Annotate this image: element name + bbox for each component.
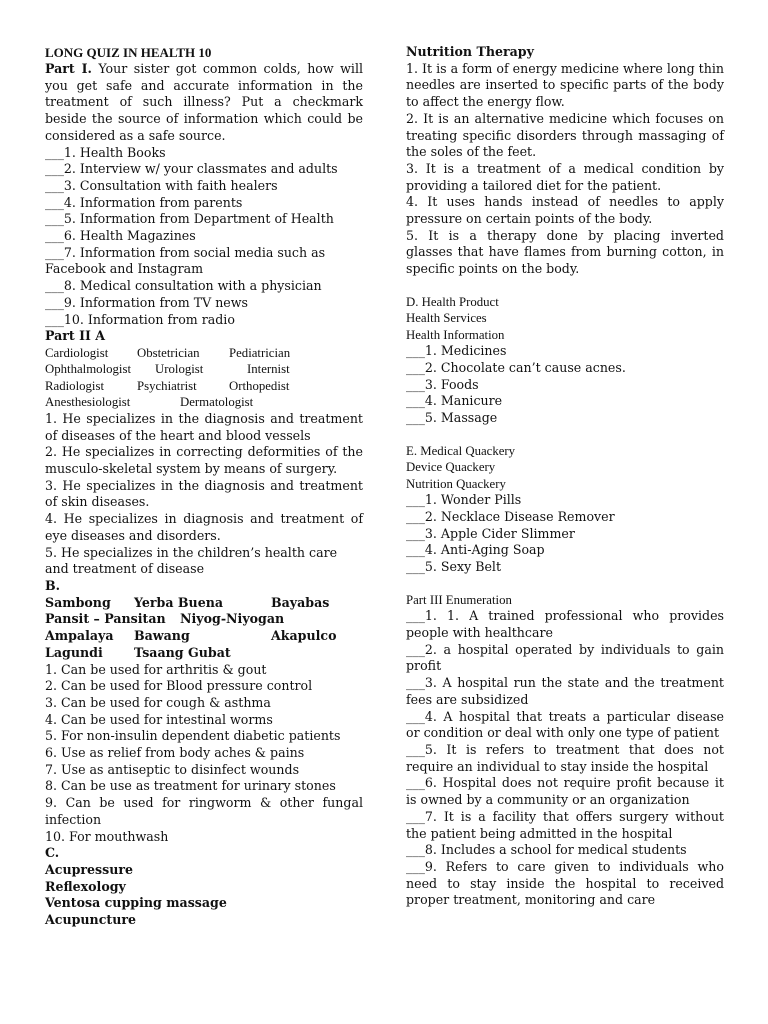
part1-label: Part I. [45,61,92,76]
specialist-choice: Ophthalmologist [45,362,132,377]
part-b-label: B. [45,577,61,593]
part-e-item: ___1. Wonder Pills [406,492,522,508]
part3-item: ___1. 1. A trained professional who provides people with healthcare [406,608,724,641]
specialists-row [45,378,363,395]
herbs-choices [45,595,363,662]
part1-item: ___10. Information from radio [45,311,235,327]
part-d-item: ___3. Foods [406,376,479,392]
part-d-choice: Health Services [406,311,487,326]
part3-item: ___2. a hospital operated by individuals to gain profit [406,641,724,674]
part1-text: Your sister got common colds, how will you get safe and accurate information in the treatment of such illness? Put a checkmark beside the source of information which could be considered as a safe source. [45,61,364,143]
part-e-choice: Nutrition Quackery [406,476,506,491]
specialist-choice: Pediatrician [229,345,291,360]
part2a-list [45,411,363,578]
specialist-choice [321,378,363,395]
specialist-choice: Anesthesiologist [45,395,131,410]
part1-instructions [45,61,363,145]
part-e-item: ___5. Sexy Belt [406,559,502,575]
part1-list [45,145,363,329]
part-e-item: ___3. Apple Cider Slimmer [406,525,575,541]
part-e-choice: E. Medical Quackery [406,443,516,458]
part-e-item: ___4. Anti-Aging Soap [406,542,545,558]
part-c-item: 5. It is a therapy done by placing inverted glasses that have flames from burning cotton, in specific points on the body. [406,227,724,277]
spacer [406,427,724,443]
part2a-item: 2. He specializes in correcting deformities of the musculo-skeletal system by means of surgery. [45,444,363,477]
part-c-choice: Ventosa cupping massage [45,895,227,911]
part2a-item: 1. He specializes in the diagnosis and treatment of diseases of the heart and blood vessels [45,410,363,443]
part-c-choice: Acupressure [45,861,134,877]
part-b-item: 4. Can be used for intestinal worms [45,711,273,727]
specialist-choice: Radiologist [45,378,105,393]
specialists-choices [45,345,363,411]
specialist-choice: Obstetrician [137,345,200,360]
part-e-choices [406,443,724,493]
spacer [406,278,724,294]
part-b-item: 3. Can be used for cough & asthma [45,694,271,710]
specialists-row [45,361,363,378]
specialist-choice: Psychiatrist [137,378,197,393]
part-c-item: 4. It uses hands instead of needles to apply pressure on certain points of the body. [406,194,724,227]
part-b-list [45,662,363,846]
part1-item: ___2. Interview w/ your classmates and adults [45,161,338,177]
herb-choice: Yerba Buena [134,594,224,610]
left-column [45,44,363,929]
part1-item: ___5. Information from Department of Health [45,211,334,227]
part-c-label: C. [45,845,60,861]
part-b-item: 9. Can be used for ringworm & other fungal infection [45,795,363,827]
part3-item: ___4. A hospital that treats a particular disease or condition or deal with only one type of patient [406,708,724,741]
part3-item: ___3. A hospital run the state and the treatment fees are subsidized [406,675,724,707]
part2a-label: Part II A [45,328,106,344]
part-b-item: 1. Can be used for arthritis & gout [45,661,267,677]
part2a-item: 4. He specializes in diagnosis and treatment of eye diseases and disorders. [45,511,363,543]
specialists-row [45,345,363,362]
part1-item: ___9. Information from TV news [45,294,249,310]
herb-choice: Pansit – Pansitan [45,611,166,627]
part1-item: ___8. Medical consultation with a physician [45,278,322,294]
part-c-choice: Acupuncture [45,912,137,928]
right-column [406,44,724,909]
part-b-item: 10. For mouthwash [45,828,169,844]
specialist-choice [321,345,363,362]
part3-item: ___5. It is refers to treatment that does not require an individual to stay inside the hospital [406,742,724,774]
part-d-choices [406,294,724,344]
part-e-item: ___2. Necklace Disease Remover [406,509,615,525]
specialists-row [45,394,363,411]
specialist-choice: Internist [247,362,290,377]
part1-item: ___6. Health Magazines [45,228,196,244]
part-e-list [406,492,724,576]
part-c-item: 3. It is a treatment of a medical condition by providing a tailored diet for the patient. [406,160,724,193]
part3-item: ___8. Includes a school for medical students [406,842,687,858]
part-b-item: 7. Use as antiseptic to disinfect wounds [45,761,300,777]
nutrition-therapy-heading: Nutrition Therapy [406,44,534,59]
quiz-title: LONG QUIZ IN HEALTH 10 [45,45,212,60]
part3-list [406,608,724,909]
part-c-list [406,61,724,278]
herb-choice: Sambong [45,594,111,610]
herb-choice: Bayabas [271,594,330,610]
specialist-choice: Urologist [155,362,204,377]
herb-choice: Bawang [134,628,190,644]
part1-item: ___4. Information from parents [45,194,243,210]
part-b-item: 8. Can be use as treatment for urinary stones [45,778,336,794]
specialist-choice [321,361,363,378]
herbs-row [45,611,363,628]
part3-item: ___9. Refers to care given to individuals who need to stay inside the hospital to received proper treatment, monitoring and care [406,858,724,908]
herb-choice: Niyog-Niyogan [180,611,285,627]
part-b-item: 5. For non-insulin dependent diabetic patients [45,728,341,744]
part-e-choice: Device Quackery [406,460,496,475]
part-c-item: 2. It is an alternative medicine which focuses on treating specific disorders through massaging of the soles of the feet. [406,110,724,160]
specialist-choice: Orthopedist [229,378,290,393]
herb-choice: Ampalaya [45,628,114,644]
part1-item: ___3. Consultation with faith healers [45,177,278,193]
part1-item: ___7. Information from social media such as Facebook and Instagram [45,244,326,277]
part3-item: ___6. Hospital does not require profit because it is owned by a community or an organization [406,775,724,808]
part-b-item: 2. Can be used for Blood pressure control [45,678,313,694]
part1-item: ___1. Health Books [45,144,166,160]
spacer [406,576,724,592]
part3-item: ___7. It is a facility that offers surgery without the patient being admitted in the hospital [406,808,724,841]
part-b-item: 6. Use as relief from body aches & pains [45,745,305,761]
part-d-item: ___5. Massage [406,410,498,426]
part-d-item: ___2. Chocolate can’t cause acnes. [406,360,626,376]
herbs-row [45,628,363,645]
specialist-choice: Cardiologist [45,345,109,360]
part-d-list [406,343,724,427]
part-d-item: ___4. Manicure [406,393,503,409]
herbs-row [45,595,363,612]
part-d-item: ___1. Medicines [406,343,507,359]
part2a-item: 5. He specializes in the children’s health care and treatment of disease [45,544,338,577]
herbs-row [45,645,363,662]
part-d-choice: D. Health Product [406,294,499,309]
herb-choice: Tsaang Gubat [134,644,231,660]
part-c-choice: Reflexology [45,878,126,894]
specialist-choice: Dermatologist [180,395,254,410]
herb-choice: Akapulco [271,628,337,644]
part3-heading: Part III Enumeration [406,592,512,607]
part2a-item: 3. He specializes in the diagnosis and treatment of skin diseases. [45,477,363,510]
part-d-choice: Health Information [406,327,505,342]
part-c-item: 1. It is a form of energy medicine where long thin needles are inserted to specific parts of the body to affect the energy flow. [406,60,724,110]
herb-choice: Lagundi [45,644,103,660]
